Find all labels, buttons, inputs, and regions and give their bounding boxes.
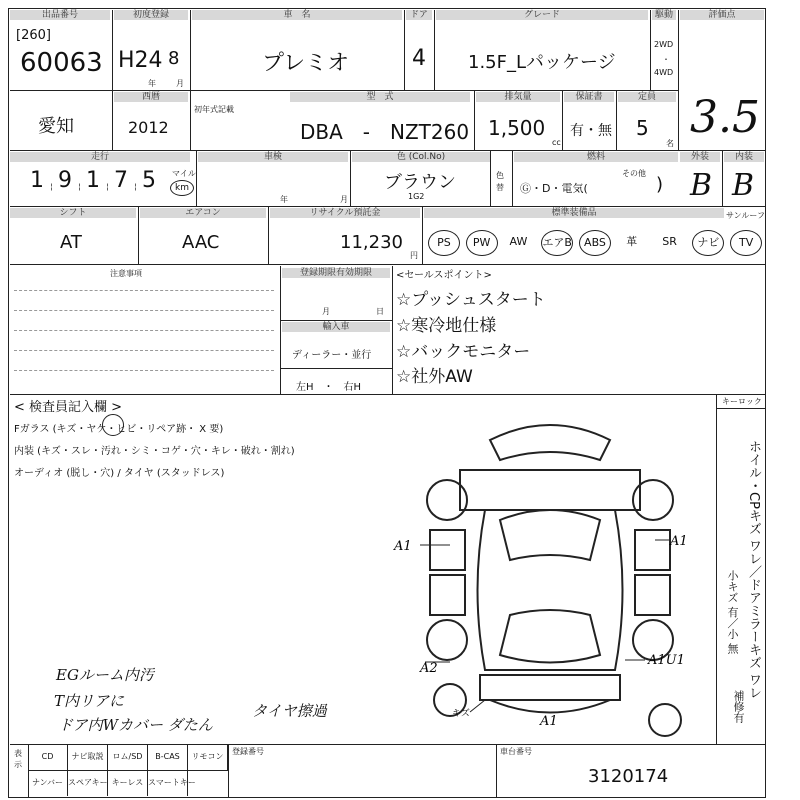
eval-label: 評価点	[680, 10, 764, 20]
footer-item: B-CAS	[148, 744, 188, 770]
import-value: ディーラー・並行	[292, 350, 372, 361]
displacement-label: 排気量	[476, 92, 560, 102]
expiry-label: 登録期限有効期限	[282, 268, 390, 278]
door-count: 4	[412, 46, 426, 71]
reg-tsuki: 月	[176, 79, 184, 88]
equipment-item: SR	[662, 235, 677, 248]
warranty: 有・無	[570, 123, 612, 139]
side-text: ホイル・CPキズ ワレ／ドアミラーキズ ワレ	[746, 440, 761, 700]
sunroof-label: サンルーフ	[726, 211, 765, 220]
footer-item: ナビ取説	[68, 744, 108, 770]
drive-2wd: 2WD	[654, 40, 674, 49]
nenshiki-label: 西暦	[114, 92, 188, 102]
serial-number: 3120174	[588, 766, 669, 787]
drive-label: 駆動	[652, 10, 676, 20]
footer-row-2	[28, 770, 228, 796]
equipment-item: PW	[466, 230, 498, 256]
reg-month: 8	[168, 48, 180, 69]
damage-mark-rear-right: A1U1	[648, 653, 685, 668]
mileage-digit: 7	[114, 168, 128, 193]
import-label: 輸入車	[282, 322, 390, 332]
side-small: 小キズ 有／小 無	[726, 570, 739, 654]
inspector-line-3: オーディオ (脱し・穴) / タイヤ (スタッドレス)	[14, 468, 225, 479]
region: 愛知	[38, 116, 74, 137]
nenshiki-note: 初年式記載	[194, 105, 234, 114]
footer-item: リモコン	[188, 744, 228, 770]
serial-label: 車台番号	[500, 747, 532, 756]
equipment-item: ABS	[579, 230, 611, 256]
mileage-digit: 5	[142, 168, 156, 193]
shift: AT	[60, 232, 82, 253]
recycle-fee: 11,230	[340, 232, 403, 253]
equipment-item: AW	[509, 235, 528, 248]
hand-note-right: タイヤ擦過	[252, 702, 327, 720]
lot-label: 出品番号	[10, 10, 110, 20]
equipment-item: PS	[428, 230, 460, 256]
mileage-digits	[30, 168, 170, 198]
hand-note-2: T内リアに	[54, 692, 125, 710]
lot-prefix: [260]	[16, 28, 51, 43]
fuel-label: 燃料	[514, 152, 678, 162]
equipment-item: エアB	[541, 230, 573, 256]
sales-point-1: ☆プッシュスタート	[396, 290, 546, 310]
color: ブラウン	[384, 172, 456, 193]
sales-point-3: ☆バックモニター	[396, 342, 531, 362]
reg-year: H24	[118, 48, 163, 73]
mileage-digit: 1	[30, 168, 44, 193]
capacity: 5	[636, 116, 649, 140]
equipment-item: 革	[626, 235, 638, 248]
footer-side-label: 表示	[14, 749, 22, 769]
car-diagram	[390, 400, 710, 745]
recycle-label: リサイクル預託金	[270, 208, 420, 218]
damage-mark-right: A1	[670, 534, 688, 549]
side-fix: 補修有	[732, 690, 745, 723]
footer-item: ロム/SD	[108, 744, 148, 770]
keylock-label: キーロック	[722, 397, 762, 406]
caution-label: 注意事項	[110, 269, 142, 278]
chassis-type: DBA - NZT260	[300, 120, 470, 144]
sales-point-4: ☆社外AW	[396, 367, 473, 387]
footer-item: スマートキー	[148, 770, 188, 796]
cc-unit: cc	[552, 138, 561, 147]
insp-nen: 年	[280, 195, 288, 204]
damage-mark-rear-left: A2	[420, 661, 438, 676]
damage-mark-left: A1	[394, 539, 412, 554]
footer-item: キーレス	[108, 770, 148, 796]
warranty-label: 保証書	[564, 92, 614, 102]
footer-item: CD	[28, 744, 68, 770]
mileage-separator: ¦	[78, 182, 81, 191]
first-reg-label: 初度登録	[114, 10, 188, 20]
hand-note-3: ドア内Wカバー ダたん	[58, 716, 213, 734]
mileage-digit: 9	[58, 168, 72, 193]
equipment-item: TV	[730, 230, 762, 256]
fuel: Ⓖ・D・電気(	[520, 182, 588, 195]
damage-mark-bottom: A1	[540, 714, 558, 729]
grade: 1.5F_Lパッケージ	[468, 52, 616, 73]
inspector-line-1: Fガラス (キズ・ヤケ・ヒビ・リペア跡・ X 要)	[14, 424, 224, 435]
reg-nen: 年	[148, 79, 156, 88]
sales-point-2: ☆寒冷地仕様	[396, 316, 497, 336]
ac: AAC	[182, 232, 220, 253]
model-year: 2012	[128, 118, 169, 137]
mileage-label: 走行	[10, 152, 190, 162]
interior-grade: B	[732, 168, 755, 203]
mileage-digit: 1	[86, 168, 100, 193]
exterior-label: 外装	[680, 152, 720, 162]
color-label: 色 (Col.No)	[352, 152, 490, 162]
ac-label: エアコン	[140, 208, 266, 218]
capacity-unit: 名	[666, 139, 674, 148]
mileage-separator: ¦	[106, 182, 109, 191]
reg-number-label: 登録番号	[232, 747, 264, 756]
exterior-grade: B	[690, 168, 713, 203]
model-label: 車 名	[192, 10, 402, 20]
handle: 左H ・ 右H	[296, 382, 362, 393]
footer-row-1	[28, 744, 228, 770]
hand-note-1: EGルーム内汚	[56, 666, 154, 684]
equipment-item: ナビ	[692, 230, 724, 256]
unit-mile: マイル	[172, 169, 196, 178]
interior-label: 内装	[724, 152, 764, 162]
equipment-list	[424, 226, 764, 260]
lot-number: 60063	[20, 48, 103, 78]
displacement: 1,500	[488, 116, 546, 140]
damage-note: キズ	[452, 709, 470, 719]
color-code: 1G2	[408, 192, 425, 201]
shift-label: シフト	[10, 208, 136, 218]
inspector-line-2: 内装 (キズ・スレ・汚れ・シミ・コゲ・穴・キレ・破れ・割れ)	[14, 446, 295, 457]
capacity-label: 定員	[618, 92, 676, 102]
insp-tsuki: 月	[340, 195, 348, 204]
model-name: プレミオ	[262, 51, 350, 76]
fuel-other: その他	[622, 169, 646, 178]
unit-km: km	[170, 180, 194, 196]
door-label: ドア	[406, 10, 432, 20]
footer-item: スペアキー	[68, 770, 108, 796]
inspector-title: < 検査員記入欄 >	[14, 400, 123, 415]
equipment-label: 標準装備品	[424, 208, 724, 218]
color-change: 色替	[496, 171, 504, 192]
glass-circle	[102, 414, 124, 436]
mileage-separator: ¦	[50, 182, 53, 191]
grade-label: グレード	[436, 10, 648, 20]
mileage-separator: ¦	[134, 182, 137, 191]
drive-4wd: 4WD	[654, 68, 674, 77]
eval-score: 3.5	[690, 92, 760, 143]
auction-sheet: 出品番号 [260] 60063 初度登録 H24 8 年 月 車 名 プレミオ ドア 4 グレード 1.5F_Lパッケージ 駆動 2WD ・ 4WD 評価点 3.5 愛知 西暦 2012 初年式記載 型 式 DBA - NZT260 排気量 1,500 cc 保証書 有・無 定員 5 名 走行 1 9 ¦ 1 ¦ 7 ¦ 5 ¦ マイル km 車検 年 月 色 (Col.No) ブラウン 1G2 色替 燃料 Ⓖ・D・電気( その他 ) 外装 B 内装 B シフト AT エアコン AAC リサイクル預託金 11,230 円 標準装備品 サンルーフ PS PW AW エアB ABS 革 SR ナビ TV 注意事項 登録期限有効期限 月 日 輸入車 ディーラー・並行 左H ・ 右H <セールスポイント> ☆プッシュスタート ☆寒冷地仕様 ☆バックモニター ☆社外AW < 検査員記入欄 > Fガラス (キズ・ヤケ・ヒビ・リペア跡・ X 要) 内装 (キズ・スレ・汚れ・シミ・コゲ・穴・キレ・破れ・割れ) オーディオ (脱し・穴) / タイヤ (スタッドレス) EGルーム内汚 T内リアに ドア内Wカバー ダたん タイヤ擦過 キーロック ホイル・CPキズ ワレ／ドアミラーキズ ワレ 小キズ 有／小 無 補修有 A1 A1 A2 A1U1 A1 キズ 表示 CD ナビ取説 ロム/SD B-CAS リモコン ナンバー スペアキー キーレス スマートキー 登録番号 車台番号 3120174	[0, 0, 800, 800]
recycle-yen: 円	[410, 251, 418, 260]
sales-label: <セールスポイント>	[396, 270, 492, 281]
inspection-label: 車検	[198, 152, 348, 162]
expiry-tsuki: 月	[322, 307, 330, 316]
fuel-close: )	[656, 174, 664, 195]
footer-item: ナンバー	[28, 770, 68, 796]
type-label: 型 式	[290, 92, 470, 102]
expiry-nichi: 日	[376, 307, 384, 316]
